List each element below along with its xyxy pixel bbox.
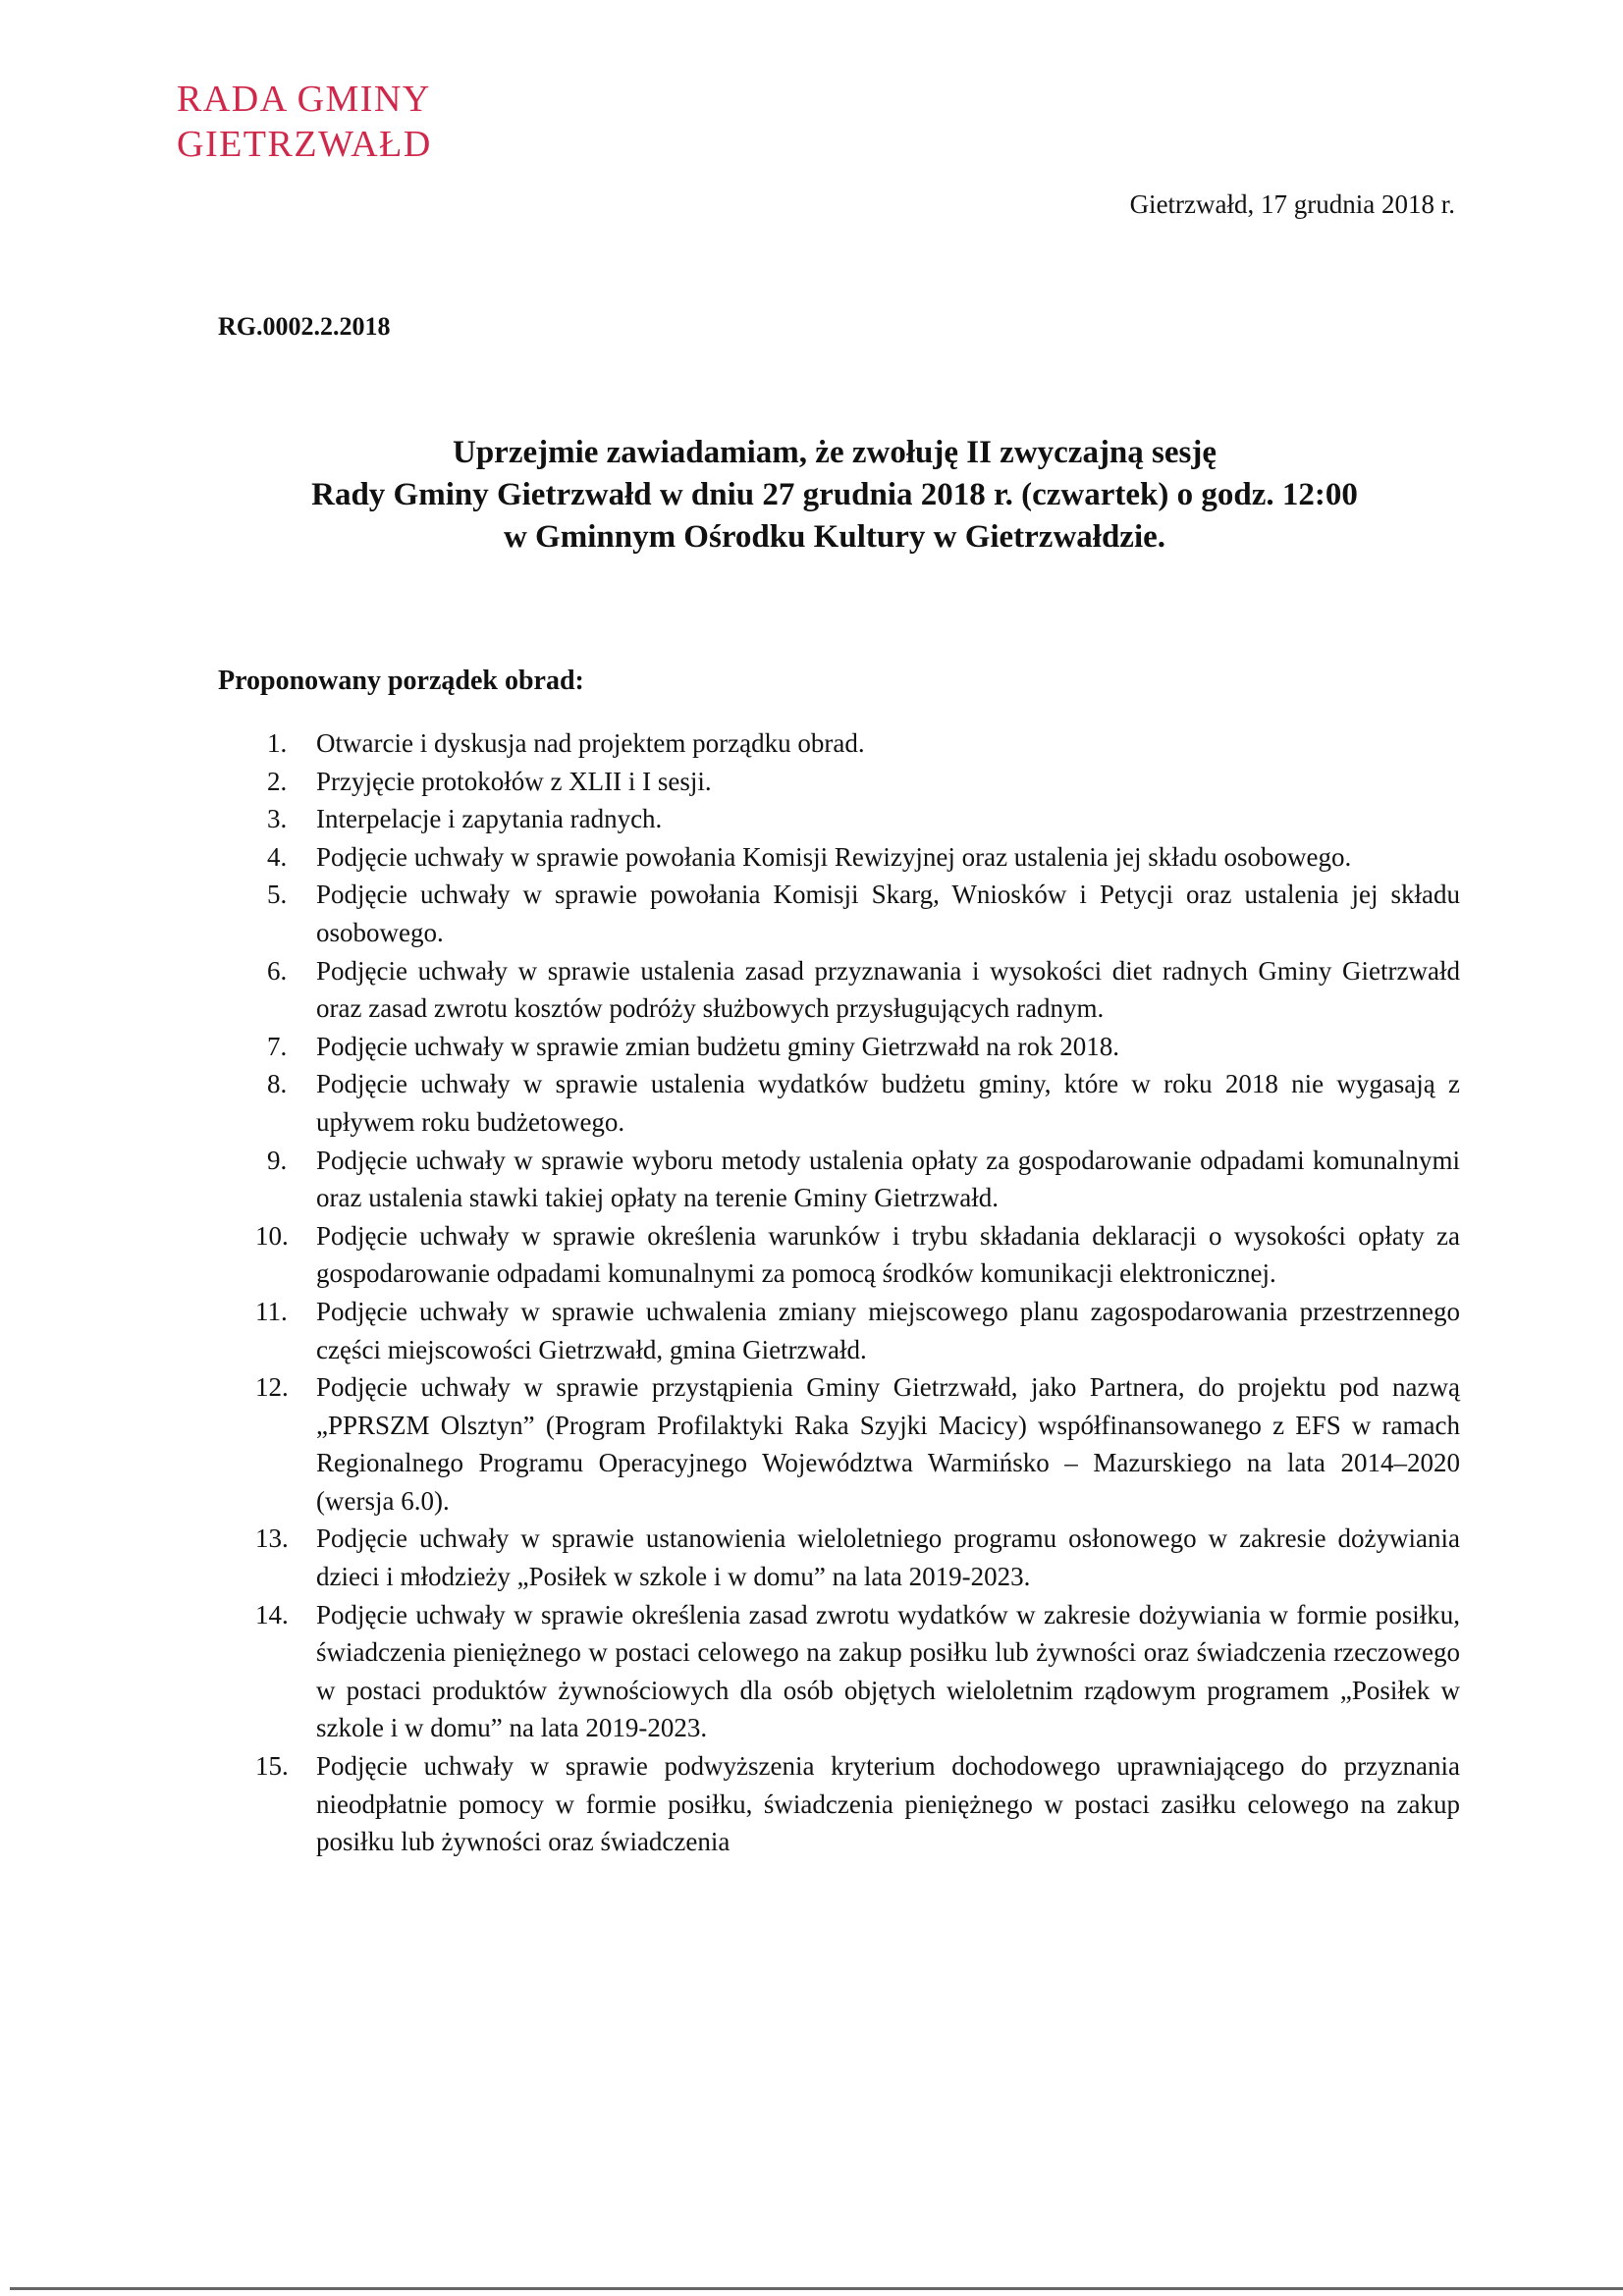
- agenda-item-number: 4.: [267, 841, 288, 872]
- agenda-item-text: Podjęcie uchwały w sprawie zmian budżetu gminy Gietrzwałd na rok 2018.: [316, 1031, 1120, 1061]
- agenda-item-number: 3.: [267, 804, 288, 834]
- agenda-item-text: Podjęcie uchwały w sprawie określenia zasad zwrotu wydatków w zakresie dożywiania w formie posiłku, świadczenia pieniężnego w postaci celowego na zakup posiłku lub żywności oraz świadczenia rzeczowego w postaci produktów żywnościowych dla osób objętych wieloletnim rządowym programem „Posiłek w szkole i w domu” na lata 2019-2023.: [316, 1599, 1460, 1743]
- letterhead-line-2: GIETRZWAŁD: [177, 124, 432, 165]
- reference-number: RG.0002.2.2018: [218, 312, 391, 341]
- agenda-item: [218, 1747, 1460, 1861]
- agenda-item-text: Podjęcie uchwały w sprawie ustanowienia wieloletniego programu osłonowego w zakresie dożywiania dzieci i młodzieży „Posiłek w szkole i w domu” na lata 2019-2023.: [316, 1523, 1460, 1592]
- agenda-item: [218, 1142, 1460, 1217]
- letterhead-line-1: RADA GMINY: [177, 79, 431, 120]
- agenda-item-text: Podjęcie uchwały w sprawie powołania Komisji Rewizyjnej oraz ustalenia jej składu osobowego.: [316, 841, 1352, 872]
- agenda-item-text: Przyjęcie protokołów z XLII i I sesji.: [316, 766, 712, 796]
- agenda-item: [218, 763, 1460, 801]
- agenda-item-text: Podjęcie uchwały w sprawie ustalenia wydatków budżetu gminy, które w roku 2018 nie wygasają z upływem roku budżetowego.: [316, 1069, 1460, 1137]
- announcement-line-1: Uprzejmie zawiadamiam, że zwołuję II zwyczajną sesję: [452, 435, 1217, 470]
- agenda-item-number: 1.: [267, 728, 288, 758]
- agenda-item: [218, 838, 1460, 877]
- agenda-item: [218, 1520, 1460, 1595]
- agenda-item-number: 6.: [267, 955, 288, 986]
- agenda-item-text: Podjęcie uchwały w sprawie ustalenia zasad przyznawania i wysokości diet radnych Gminy Gietrzwałd oraz zasad zwrotu kosztów podróży służbowych przysługujących radnym.: [316, 955, 1460, 1024]
- agenda-item-number: 8.: [267, 1069, 288, 1099]
- agenda-item-text: Podjęcie uchwały w sprawie podwyższenia kryterium dochodowego uprawniającego do przyznania nieodpłatnie pomocy w formie posiłku, świadczenia pieniężnego w postaci zasiłku celowego na zakup posiłku lub żywności oraz świadczenia: [316, 1751, 1460, 1857]
- agenda-item-text: Podjęcie uchwały w sprawie uchwalenia zmiany miejscowego planu zagospodarowania przestrzennego części miejscowości Gietrzwałd, gmina Gietrzwałd.: [316, 1296, 1460, 1364]
- session-announcement: [196, 432, 1473, 559]
- agenda-item-number: 5.: [267, 880, 288, 910]
- agenda-item: [218, 876, 1460, 951]
- agenda-item: [218, 952, 1460, 1028]
- agenda-item-number: 13.: [255, 1523, 289, 1554]
- date-place-line: Gietrzwałd, 17 grudnia 2018 r.: [1129, 189, 1455, 219]
- agenda-item-text: Interpelacje i zapytania radnych.: [316, 804, 663, 834]
- letterhead: [177, 77, 432, 167]
- agenda-item: [218, 1596, 1460, 1747]
- agenda-item-number: 14.: [255, 1599, 289, 1629]
- agenda-item-number: 11.: [255, 1296, 288, 1326]
- agenda-item-text: Otwarcie i dyskusja nad projektem porządku obrad.: [316, 728, 865, 758]
- agenda-item-number: 7.: [267, 1031, 288, 1061]
- announcement-line-2: Rady Gminy Gietrzwałd w dniu 27 grudnia 2018 r. (czwartek) o godz. 12:00: [311, 477, 1358, 512]
- agenda-item-text: Podjęcie uchwały w sprawie powołania Komisji Skarg, Wniosków i Petycji oraz ustalenia jej składu osobowego.: [316, 880, 1460, 947]
- agenda-item-number: 2.: [267, 766, 288, 796]
- agenda-item-number: 12.: [255, 1372, 289, 1403]
- agenda-item: [218, 1028, 1460, 1066]
- agenda-item: [218, 1293, 1460, 1368]
- agenda-item: [218, 800, 1460, 838]
- agenda-item-text: Podjęcie uchwały w sprawie określenia warunków i trybu składania deklaracji o wysokości opłaty za gospodarowanie odpadami komunalnymi za pomocą środków komunikacji elektronicznej.: [316, 1220, 1460, 1289]
- agenda-title: Proponowany porządek obrad:: [218, 666, 584, 696]
- agenda-item: [218, 1217, 1460, 1293]
- agenda-item-text: Podjęcie uchwały w sprawie przystąpienia Gminy Gietrzwałd, jako Partnera, do projektu pod nazwą „PPRSZM Olsztyn” (Program Profilaktyki Raka Szyjki Macicy) współfinansowanego z EFS w ramach Regionalnego Programu Operacyjnego Województwa Warmińsko – Mazurskiego na lata 2014–2020 (wersja 6.0).: [316, 1372, 1460, 1516]
- agenda-item: [218, 1065, 1460, 1141]
- agenda-item-number: 9.: [267, 1145, 288, 1175]
- agenda-item-text: Podjęcie uchwały w sprawie wyboru metody ustalenia opłaty za gospodarowanie odpadami komunalnymi oraz ustalenia stawki takiej opłaty na terenie Gminy Gietrzwałd.: [316, 1145, 1460, 1213]
- scan-bottom-edge: [10, 2287, 1623, 2290]
- agenda-item-number: 15.: [255, 1751, 289, 1782]
- agenda-list: [218, 724, 1460, 1861]
- agenda-item: [218, 1368, 1460, 1520]
- announcement-line-3: w Gminnym Ośrodku Kultury w Gietrzwałdzie.: [503, 519, 1166, 555]
- agenda-item-number: 10.: [255, 1220, 289, 1251]
- agenda-item: [218, 724, 1460, 763]
